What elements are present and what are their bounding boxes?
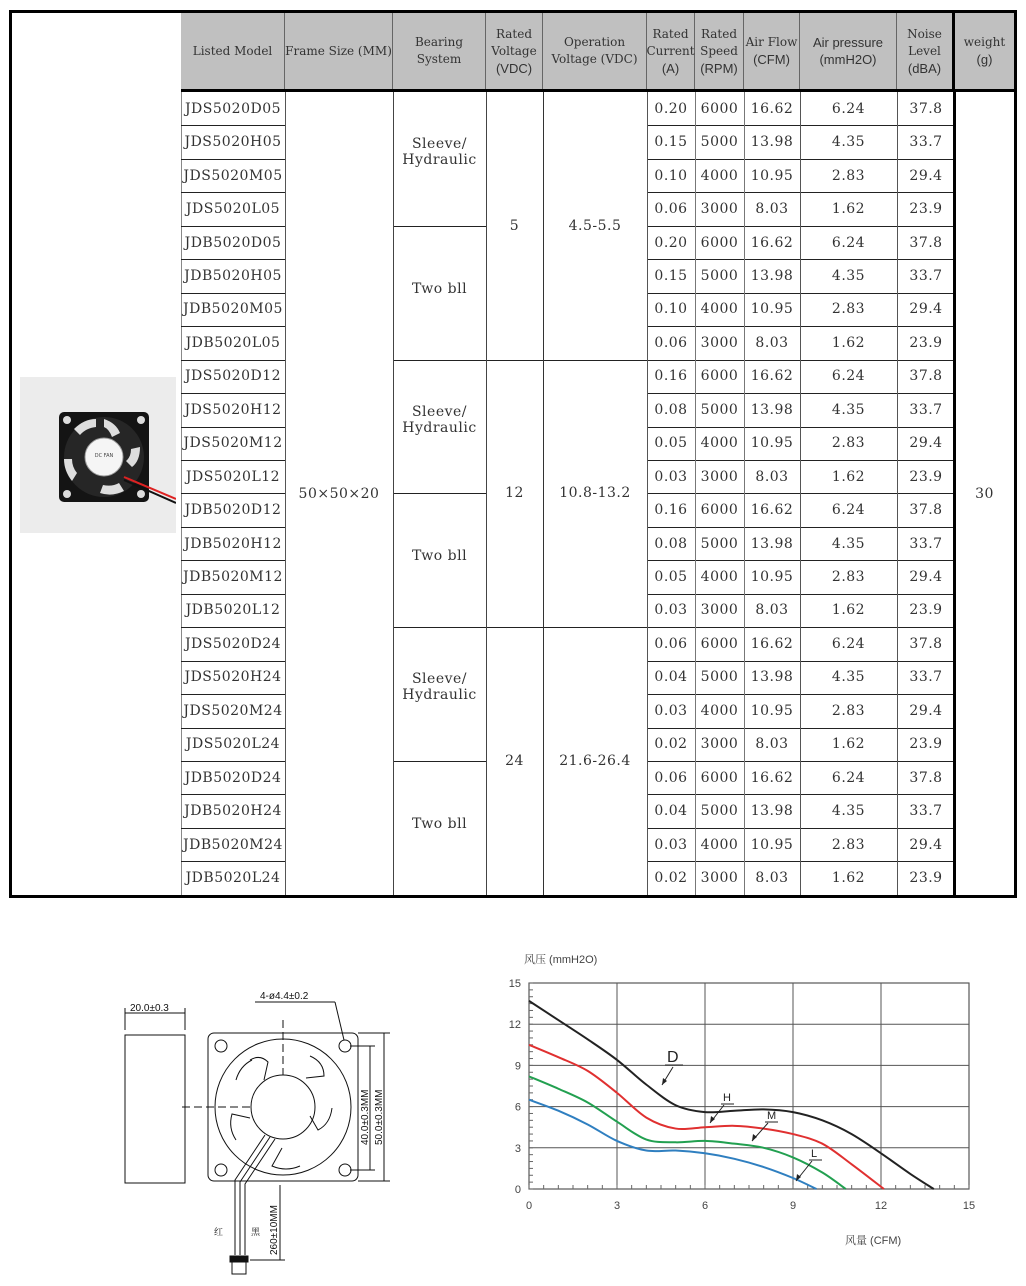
cell-airflow: 13.98 xyxy=(750,535,794,552)
row-divider xyxy=(647,159,955,160)
cell-current: 0.06 xyxy=(654,334,688,351)
bearing-cell xyxy=(393,493,486,627)
cell-current: 0.06 xyxy=(654,635,688,652)
cell-current: 0.03 xyxy=(654,702,688,719)
cell-pressure: 1.62 xyxy=(831,334,866,351)
cell-noise: 33.7 xyxy=(909,401,943,418)
header-operation-voltage xyxy=(543,13,647,89)
row-divider xyxy=(181,460,285,461)
cell-speed: 6000 xyxy=(700,769,739,786)
cell-current: 0.05 xyxy=(654,569,688,586)
cell-pressure: 6.24 xyxy=(831,635,866,652)
row-divider xyxy=(181,427,285,428)
header-label: Operation xyxy=(563,35,626,49)
cell-model: JDB5020M24 xyxy=(183,836,283,853)
row-divider xyxy=(181,728,285,729)
row-divider xyxy=(181,360,285,361)
cell-speed: 5000 xyxy=(700,267,739,284)
cell-pressure: 6.24 xyxy=(831,100,866,117)
cell-model: JDS5020D24 xyxy=(184,635,282,652)
row-divider xyxy=(181,493,285,494)
bearing-cell xyxy=(393,360,486,494)
header-weight xyxy=(955,13,1014,89)
frame-dim-label: 50.0±0.3MM xyxy=(374,1089,385,1145)
cell-noise: 29.4 xyxy=(909,435,943,452)
cell-speed: 5000 xyxy=(700,535,739,552)
cell-airflow: 8.03 xyxy=(755,468,789,485)
header-rated-voltage xyxy=(486,13,543,89)
cell-airflow: 13.98 xyxy=(750,267,794,284)
header-listed-model xyxy=(181,13,285,89)
weight-cell xyxy=(955,92,1014,895)
cell-noise: 23.9 xyxy=(909,201,943,218)
cell-model: JDS5020D05 xyxy=(184,100,282,117)
cell-speed: 6000 xyxy=(700,234,739,251)
cell-noise: 29.4 xyxy=(909,702,943,719)
column-divider xyxy=(543,92,544,895)
header-label: Noise xyxy=(907,26,942,41)
row-divider xyxy=(181,560,285,561)
bearing-label: Sleeve/ xyxy=(411,136,468,152)
header-label: (RPM) xyxy=(700,60,738,76)
cell-noise: 33.7 xyxy=(909,669,943,686)
header-label: Air Flow xyxy=(745,35,798,49)
row-divider xyxy=(647,728,955,729)
row-divider xyxy=(647,360,955,361)
header-label: Voltage xyxy=(491,43,537,58)
cell-model: JDS5020L12 xyxy=(185,468,281,485)
cell-current: 0.15 xyxy=(654,267,688,284)
pq-curve-chart xyxy=(490,945,990,1255)
cell-airflow: 16.62 xyxy=(750,234,794,251)
bearing-cell xyxy=(393,92,486,226)
cell-speed: 4000 xyxy=(700,569,739,586)
y-tick-label: 15 xyxy=(508,978,521,990)
cell-noise: 37.8 xyxy=(909,234,943,251)
cell-noise: 29.4 xyxy=(909,569,943,586)
header-label: (CFM) xyxy=(753,52,790,67)
row-divider xyxy=(181,393,285,394)
cell-current: 0.08 xyxy=(654,401,688,418)
cell-model: JDS5020M24 xyxy=(183,702,283,719)
bearing-label: Hydraulic xyxy=(402,419,477,436)
cell-noise: 37.8 xyxy=(909,502,943,519)
cell-speed: 5000 xyxy=(700,134,739,151)
cell-model: JDB5020H12 xyxy=(184,535,282,552)
cell-noise: 23.9 xyxy=(909,334,943,351)
header-label: Air pressure xyxy=(812,35,884,50)
cell-model: JDS5020H12 xyxy=(184,401,282,418)
cell-speed: 6000 xyxy=(700,368,739,385)
cell-current: 0.15 xyxy=(654,134,688,151)
cell-noise: 37.8 xyxy=(909,368,943,385)
row-divider xyxy=(181,527,285,528)
bearing-cell xyxy=(393,226,486,360)
bearing-label: Sleeve/ xyxy=(411,671,468,688)
column-divider xyxy=(897,92,898,895)
row-divider xyxy=(647,393,955,394)
row-divider xyxy=(647,125,955,126)
row-divider xyxy=(181,226,285,227)
row-divider xyxy=(647,527,955,528)
header-label: Rated xyxy=(495,26,533,41)
cell-pressure: 2.83 xyxy=(831,167,866,184)
header-rated-speed xyxy=(695,13,744,89)
column-divider xyxy=(647,92,648,895)
cell-current: 0.03 xyxy=(654,836,688,853)
cell-speed: 3000 xyxy=(700,736,739,753)
cell-current: 0.20 xyxy=(654,234,688,251)
cell-noise: 33.7 xyxy=(909,134,943,151)
hole-pitch-label: 40.0±0.3MM xyxy=(360,1089,371,1145)
header-label: Current xyxy=(646,43,695,58)
cell-pressure: 6.24 xyxy=(831,234,866,251)
cell-airflow: 16.62 xyxy=(750,502,794,519)
series-D xyxy=(529,1001,934,1189)
row-divider xyxy=(181,192,285,193)
header-label: (A) xyxy=(661,60,680,76)
cell-model: JDB5020L12 xyxy=(185,602,281,619)
cell-current: 0.03 xyxy=(654,602,688,619)
column-divider xyxy=(695,92,696,895)
cell-pressure: 1.62 xyxy=(831,736,866,753)
cell-pressure: 4.35 xyxy=(831,401,866,418)
cell-speed: 4000 xyxy=(700,702,739,719)
header-air-flow xyxy=(744,13,800,89)
row-divider xyxy=(181,761,285,762)
cell-pressure: 6.24 xyxy=(831,502,866,519)
row-divider xyxy=(647,226,955,227)
curve-label-H: H xyxy=(723,1092,731,1104)
chart-grid xyxy=(509,978,975,1212)
cell-speed: 5000 xyxy=(700,669,739,686)
x-tick-label: 12 xyxy=(874,1200,888,1212)
cell-model: JDS5020L24 xyxy=(185,736,281,753)
cell-model: JDB5020L24 xyxy=(185,870,281,887)
cell-speed: 3000 xyxy=(700,870,739,887)
cell-pressure: 2.83 xyxy=(831,836,866,853)
header-bearing-system xyxy=(393,13,486,89)
cell-current: 0.04 xyxy=(654,803,688,820)
column-divider xyxy=(744,92,745,895)
cell-pressure: 6.24 xyxy=(831,769,866,786)
cell-airflow: 13.98 xyxy=(750,401,794,418)
operation-voltage-cell: 4.5-5.5 xyxy=(568,217,622,234)
y-tick-label: 0 xyxy=(514,1184,521,1196)
header-label: Level xyxy=(908,43,941,58)
cell-noise: 23.9 xyxy=(909,736,943,753)
cell-speed: 6000 xyxy=(700,635,739,652)
cell-pressure: 2.83 xyxy=(831,702,866,719)
black-wire-label: 黑 xyxy=(251,1228,261,1238)
row-divider xyxy=(181,125,285,126)
cell-noise: 33.7 xyxy=(909,267,943,284)
cell-noise: 37.8 xyxy=(909,635,943,652)
header-label: Listed Model xyxy=(192,43,273,58)
operation-voltage-cell: 10.8-13.2 xyxy=(559,485,631,502)
header-label: (mmH2O) xyxy=(819,52,877,67)
cell-model: JDB5020M05 xyxy=(183,301,283,318)
cell-airflow: 16.62 xyxy=(750,100,794,117)
row-divider xyxy=(181,861,285,862)
cell-pressure: 1.62 xyxy=(831,201,866,218)
row-divider xyxy=(647,293,955,294)
x-tick-label: 9 xyxy=(789,1200,797,1212)
cell-airflow: 10.95 xyxy=(750,836,794,853)
x-tick-label: 6 xyxy=(701,1200,709,1212)
cell-current: 0.16 xyxy=(654,502,688,519)
cell-noise: 23.9 xyxy=(909,602,943,619)
cell-noise: 23.9 xyxy=(909,870,943,887)
cell-current: 0.06 xyxy=(654,769,688,786)
header-label: Rated xyxy=(700,26,738,41)
row-divider xyxy=(181,259,285,260)
cell-pressure: 4.35 xyxy=(831,803,866,820)
cell-airflow: 8.03 xyxy=(755,602,789,619)
svg-text:DC FAN: DC FAN xyxy=(94,453,114,459)
header-label: (dBA) xyxy=(907,60,942,76)
cell-airflow: 8.03 xyxy=(755,736,789,753)
header-frame-size xyxy=(285,13,393,89)
cell-speed: 6000 xyxy=(700,100,739,117)
bearing-cell xyxy=(393,627,486,761)
cell-model: JDB5020H24 xyxy=(184,803,282,820)
header-label: Voltage (VDC) xyxy=(551,52,638,66)
cell-speed: 4000 xyxy=(700,435,739,452)
cell-noise: 33.7 xyxy=(909,803,943,820)
bearing-label: Two bll xyxy=(411,816,468,832)
cell-model: JDS5020M12 xyxy=(183,435,283,452)
row-divider xyxy=(181,293,285,294)
frame-size-value: 50×50×20 xyxy=(298,485,380,502)
row-divider xyxy=(647,794,955,795)
cell-model: JDB5020D24 xyxy=(184,769,282,786)
row-divider xyxy=(647,694,955,695)
cell-airflow: 13.98 xyxy=(750,134,794,151)
lead-length-label: 260±10MM xyxy=(269,1205,280,1255)
row-divider xyxy=(647,661,955,662)
bearing-label: Two bll xyxy=(411,548,468,565)
y-tick-label: 3 xyxy=(514,1142,521,1155)
cell-model: JDS5020H24 xyxy=(184,669,282,686)
cell-model: JDS5020L05 xyxy=(185,201,281,218)
cell-speed: 3000 xyxy=(700,468,739,485)
thickness-label: 20.0±0.3 xyxy=(130,1003,169,1014)
y-tick-label: 12 xyxy=(508,1019,521,1032)
header-label: (g) xyxy=(976,52,993,67)
x-tick-label: 15 xyxy=(962,1200,976,1212)
header-rated-current xyxy=(647,13,695,89)
cell-current: 0.10 xyxy=(654,301,688,318)
row-divider xyxy=(181,794,285,795)
holes-label: 4-ø4.4±0.2 xyxy=(260,991,309,1002)
cell-airflow: 10.95 xyxy=(750,702,794,719)
x-axis-label: 风量 (CFM) xyxy=(845,1235,902,1247)
x-tick-label: 3 xyxy=(613,1200,621,1212)
cell-current: 0.03 xyxy=(654,468,688,485)
cell-noise: 37.8 xyxy=(909,769,943,786)
cell-pressure: 2.83 xyxy=(831,435,866,452)
cell-pressure: 4.35 xyxy=(831,535,866,552)
series-H xyxy=(529,1045,884,1189)
frame-size-cell xyxy=(285,92,393,895)
cell-speed: 3000 xyxy=(700,602,739,619)
curve-label-M: M xyxy=(767,1110,777,1122)
row-divider xyxy=(181,159,285,160)
column-divider xyxy=(393,92,394,895)
rated-voltage-cell: 24 xyxy=(505,752,524,769)
series-M xyxy=(529,1076,846,1189)
cell-airflow: 8.03 xyxy=(755,334,789,351)
cell-current: 0.16 xyxy=(654,368,688,385)
row-divider xyxy=(181,326,285,327)
cell-airflow: 10.95 xyxy=(750,435,794,452)
row-divider xyxy=(181,627,285,628)
cell-model: JDB5020D12 xyxy=(184,502,282,519)
curve-label-L: L xyxy=(811,1148,818,1160)
cell-airflow: 16.62 xyxy=(750,635,794,652)
cell-speed: 4000 xyxy=(700,836,739,853)
y-tick-label: 6 xyxy=(514,1101,521,1114)
x-tick-label: 0 xyxy=(525,1200,533,1212)
cell-current: 0.20 xyxy=(654,100,688,117)
column-divider xyxy=(800,92,801,895)
cell-noise: 33.7 xyxy=(909,535,943,552)
bearing-label: Hydraulic xyxy=(402,687,477,704)
row-divider xyxy=(181,828,285,829)
product-image-cell xyxy=(12,13,182,895)
bearing-label: Sleeve/ xyxy=(411,403,468,420)
bearing-label: Hydraulic xyxy=(402,152,477,168)
row-divider xyxy=(647,326,955,327)
cell-noise: 23.9 xyxy=(909,468,943,485)
row-divider xyxy=(647,828,955,829)
bearing-cell xyxy=(393,761,486,895)
header-label: Rated xyxy=(652,26,689,41)
cell-noise: 29.4 xyxy=(909,301,943,318)
header-label: (VDC) xyxy=(495,60,533,76)
cell-airflow: 13.98 xyxy=(750,803,794,820)
row-divider xyxy=(647,627,955,628)
cell-airflow: 16.62 xyxy=(750,769,794,786)
cell-airflow: 10.95 xyxy=(750,569,794,586)
cell-pressure: 1.62 xyxy=(831,870,866,887)
cell-speed: 5000 xyxy=(700,803,739,820)
curve-label-D: D xyxy=(667,1049,679,1066)
cell-current: 0.05 xyxy=(654,435,688,452)
row-divider xyxy=(647,460,955,461)
cell-pressure: 2.83 xyxy=(831,569,866,586)
cell-current: 0.10 xyxy=(654,167,688,184)
row-divider xyxy=(647,259,955,260)
row-divider xyxy=(647,493,955,494)
cell-model: JDS5020D12 xyxy=(184,368,282,385)
bearing-label: Two bll xyxy=(411,280,468,297)
cell-airflow: 8.03 xyxy=(755,870,789,887)
header-label: Frame Size (MM) xyxy=(285,43,392,58)
cell-noise: 29.4 xyxy=(909,836,943,853)
rated-voltage-cell: 5 xyxy=(509,217,520,234)
cell-noise: 29.4 xyxy=(909,167,943,184)
cell-model: JDS5020M05 xyxy=(183,167,283,184)
column-divider xyxy=(486,92,487,895)
fan-photo xyxy=(20,377,176,533)
cell-airflow: 16.62 xyxy=(750,368,794,385)
cell-pressure: 4.35 xyxy=(831,267,866,284)
cell-current: 0.02 xyxy=(654,870,688,887)
row-divider xyxy=(647,192,955,193)
cell-airflow: 13.98 xyxy=(750,669,794,686)
cell-airflow: 10.95 xyxy=(750,301,794,318)
row-divider xyxy=(181,694,285,695)
header-noise-level xyxy=(897,13,955,89)
cell-speed: 3000 xyxy=(700,334,739,351)
cell-airflow: 10.95 xyxy=(750,167,794,184)
cell-model: JDB5020M12 xyxy=(183,569,283,586)
header-label: Speed xyxy=(700,43,738,58)
header-label: weight xyxy=(963,35,1006,49)
row-divider xyxy=(647,427,955,428)
rated-voltage-cell: 12 xyxy=(505,485,524,502)
header-label: Bearing System xyxy=(414,35,464,66)
y-axis-label: 风压 (mmH2O) xyxy=(524,954,598,966)
cell-airflow: 8.03 xyxy=(755,201,789,218)
red-wire-label: 红 xyxy=(214,1228,224,1238)
dimension-drawing xyxy=(100,980,400,1280)
cell-current: 0.02 xyxy=(654,736,688,753)
operation-voltage-cell: 21.6-26.4 xyxy=(559,752,631,769)
row-divider xyxy=(647,761,955,762)
weight-value: 30 xyxy=(975,485,994,502)
y-tick-label: 9 xyxy=(514,1060,521,1073)
row-divider xyxy=(647,560,955,561)
cell-pressure: 6.24 xyxy=(831,368,866,385)
row-divider xyxy=(647,861,955,862)
cell-current: 0.08 xyxy=(654,535,688,552)
cell-pressure: 1.62 xyxy=(831,602,866,619)
cell-model: JDB5020L05 xyxy=(185,334,281,351)
cell-pressure: 4.35 xyxy=(831,134,866,151)
cell-pressure: 1.62 xyxy=(831,468,866,485)
row-divider xyxy=(181,661,285,662)
cell-current: 0.06 xyxy=(654,201,688,218)
chart-series xyxy=(529,1001,934,1189)
cell-current: 0.04 xyxy=(654,669,688,686)
cell-speed: 5000 xyxy=(700,401,739,418)
cell-model: JDS5020H05 xyxy=(184,134,282,151)
spec-table xyxy=(9,10,1017,898)
cell-speed: 3000 xyxy=(700,201,739,218)
row-divider xyxy=(647,594,955,595)
cell-speed: 4000 xyxy=(700,167,739,184)
cell-model: JDB5020H05 xyxy=(184,267,282,284)
cell-pressure: 4.35 xyxy=(831,669,866,686)
row-divider xyxy=(181,594,285,595)
cell-speed: 4000 xyxy=(700,301,739,318)
cell-model: JDB5020D05 xyxy=(184,234,282,251)
cell-speed: 6000 xyxy=(700,502,739,519)
header-air-pressure xyxy=(800,13,897,89)
cell-pressure: 2.83 xyxy=(831,301,866,318)
cell-noise: 37.8 xyxy=(909,100,943,117)
